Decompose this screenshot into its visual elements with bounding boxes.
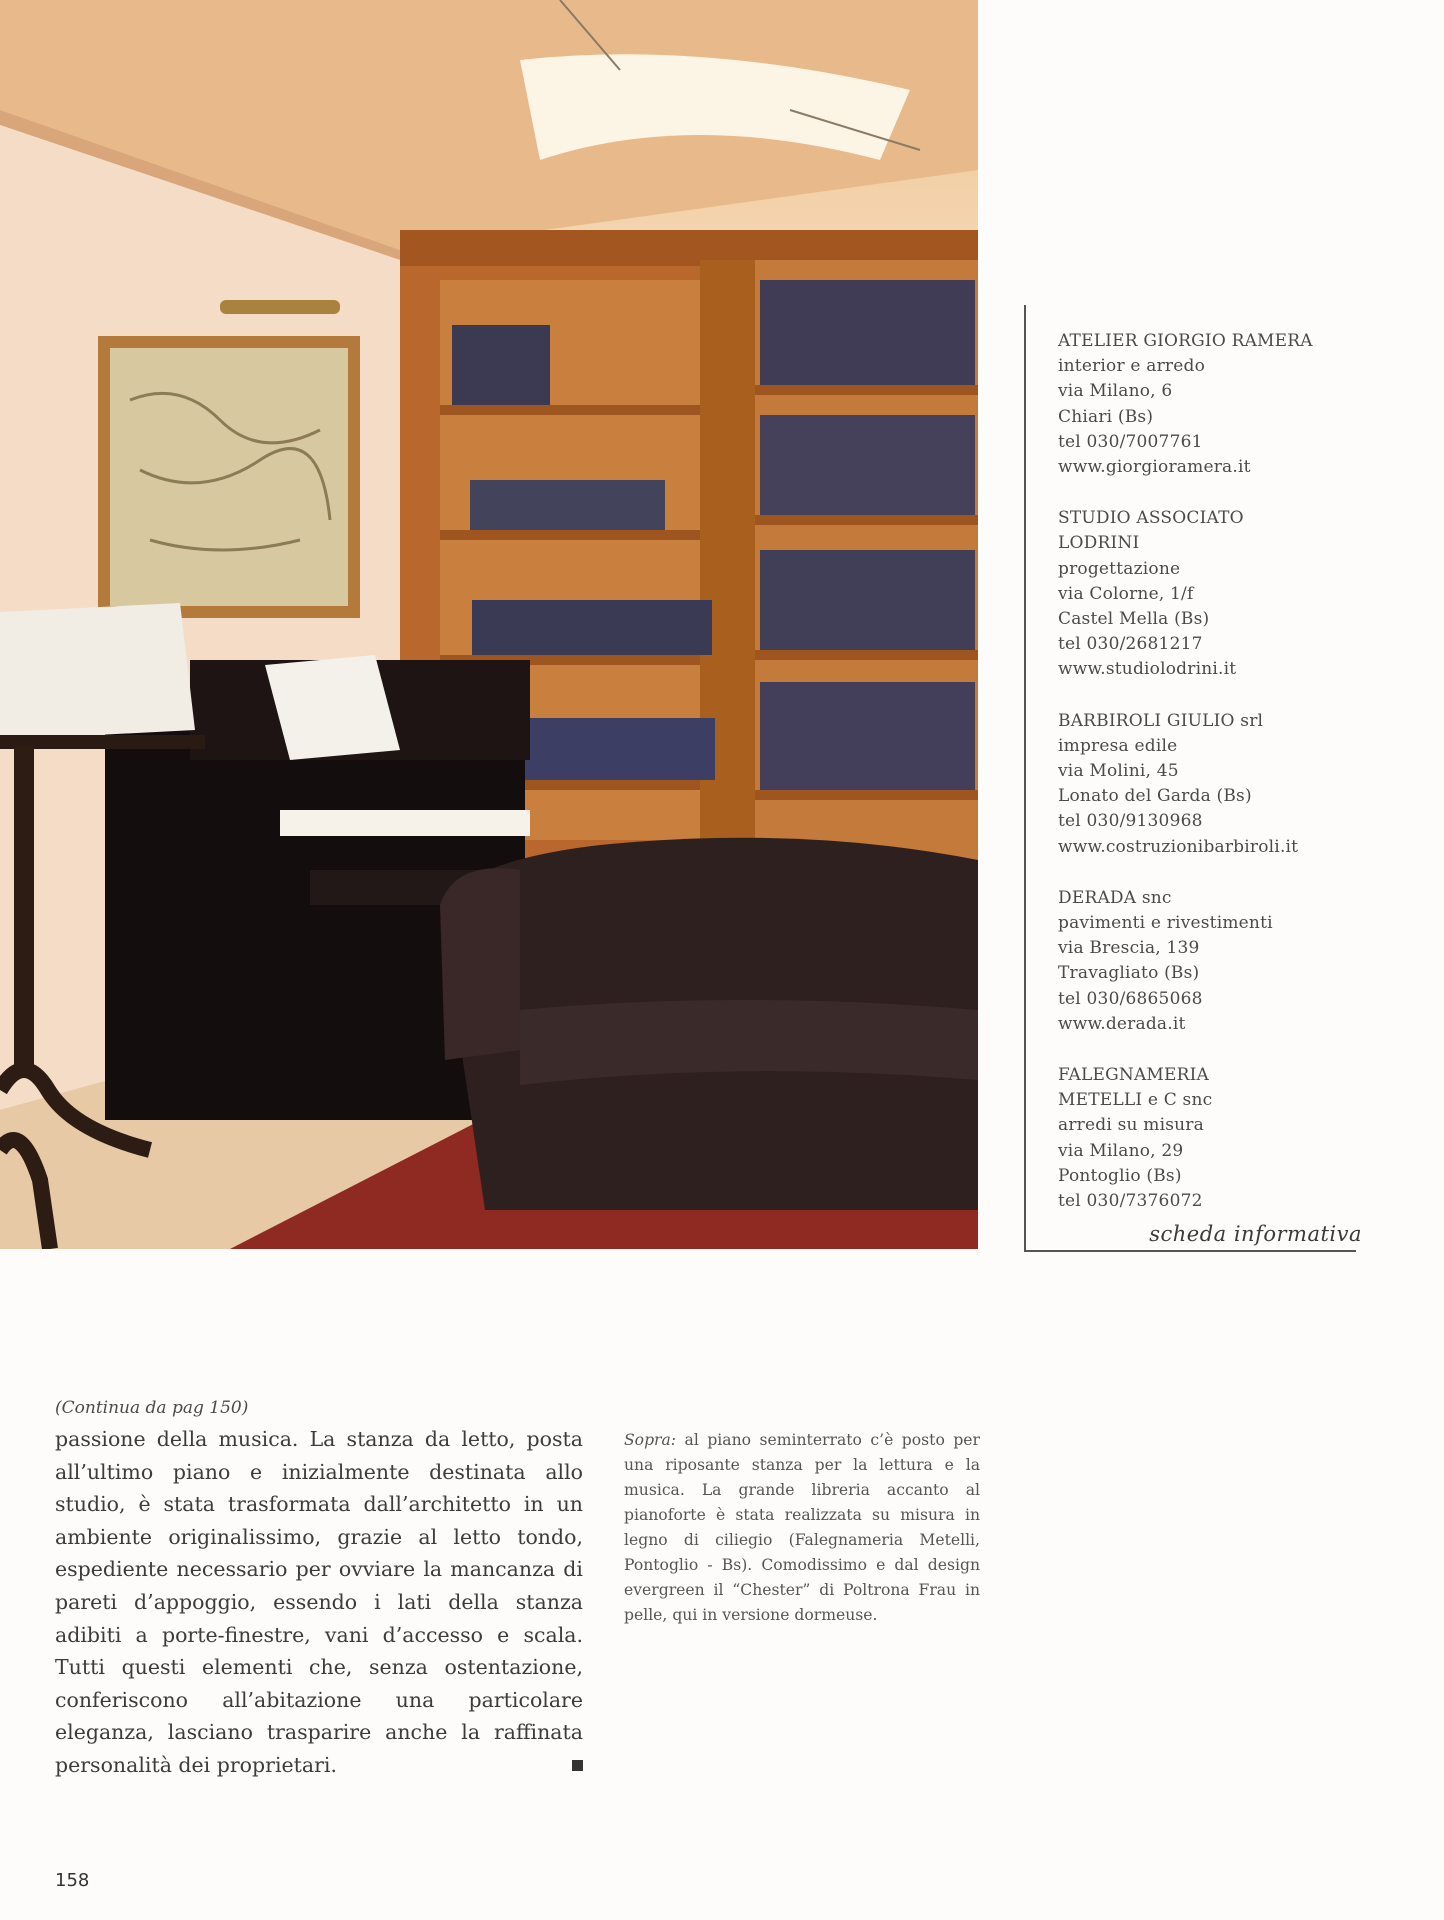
entry-line: METELLI e C snc: [1058, 1090, 1213, 1111]
photo-caption: [624, 1428, 980, 1628]
entry-website: www.giorgioramera.it: [1058, 457, 1251, 478]
entry-line: Travagliato (Bs): [1058, 963, 1200, 984]
entry-line: tel 030/2681217: [1058, 634, 1203, 655]
entry-line: FALEGNAMERIA: [1058, 1065, 1210, 1086]
music-stand-pole: [14, 745, 34, 1075]
entry-line: via Milano, 29: [1058, 1140, 1184, 1161]
info-card-label: scheda informativa: [1149, 1222, 1362, 1246]
books: [760, 550, 975, 650]
article-body-text: passione della musica. La stanza da letto, posta all’ultimo piano e inizialmente destinata allo studio, è stata trasformata dall’architetto in un ambiente originalissimo, grazie al letto tondo, espediente necessario per ovviare la mancanza di pareti d’appoggio, essendo i lati della stanza adibiti a porte-finestre, vani d’accesso e scala. Tutti questi elementi che, senza ostentazione, conferiscono all’abitazione una particolare eleganza, lasciano trasparire anche la raffinata personalità dei proprietari.: [55, 1427, 583, 1777]
entry-line: progettazione: [1058, 558, 1181, 579]
entry-line: DERADA snc: [1058, 887, 1172, 908]
shelf: [440, 530, 700, 540]
caption-text: al piano seminterrato c’è posto per una riposante stanza per la lettura e la musica. La grande libreria accanto al pianoforte è stata realizzata su misura in legno di ciliegio (Falegnameria Metelli, Pontoglio - Bs). Comodissimo e dal design evergreen il “Chester” di Poltrona Frau in pelle, qui in versione dormeuse.: [624, 1431, 980, 1624]
entry-line: pavimenti e rivestimenti: [1058, 913, 1273, 934]
entry-line: via Molini, 45: [1058, 761, 1179, 782]
entry-line: tel 030/7007761: [1058, 431, 1203, 452]
info-entry-lodrini: [1058, 506, 1356, 682]
music-stand-sheet: [0, 603, 195, 740]
books: [760, 415, 975, 515]
entry-website: www.derada.it: [1058, 1013, 1186, 1034]
article-body: [55, 1423, 583, 1782]
continued-from-note: (Continua da pag 150): [55, 1398, 249, 1418]
picture-light: [220, 300, 340, 314]
entry-line: BARBIROLI GIULIO srl: [1058, 710, 1264, 731]
info-card-body: [1058, 329, 1356, 1240]
info-card: [1024, 305, 1362, 1252]
books: [470, 480, 665, 530]
entry-line: LODRINI: [1058, 533, 1140, 554]
shelf: [755, 790, 978, 800]
entry-line: tel 030/6865068: [1058, 988, 1203, 1009]
entry-line: impresa edile: [1058, 735, 1178, 756]
entry-website: www.costruzionibarbiroli.it: [1058, 836, 1299, 857]
info-entry-ramera: [1058, 329, 1356, 480]
page-number: 158: [55, 1870, 90, 1891]
entry-line: Castel Mella (Bs): [1058, 609, 1210, 630]
books: [452, 325, 550, 405]
entry-line: arredi su misura: [1058, 1115, 1204, 1136]
books: [760, 280, 975, 385]
sofa-arm: [440, 868, 520, 1060]
entry-line: STUDIO ASSOCIATO: [1058, 508, 1244, 529]
entry-line: interior e arredo: [1058, 356, 1206, 377]
shelf: [755, 515, 978, 525]
shelf: [440, 405, 700, 415]
entry-line: Chiari (Bs): [1058, 406, 1154, 427]
entry-line: via Milano, 6: [1058, 381, 1173, 402]
shelf: [755, 385, 978, 395]
entry-line: via Brescia, 139: [1058, 938, 1200, 959]
entry-website: www.studiolodrini.it: [1058, 659, 1237, 680]
end-of-article-mark: [572, 1760, 583, 1771]
info-entry-barbiroli: [1058, 709, 1356, 860]
interior-photo: [0, 0, 978, 1249]
shelf: [755, 650, 978, 660]
bookcase-pilaster: [700, 260, 755, 880]
entry-line: ATELIER GIORGIO RAMERA: [1058, 331, 1313, 351]
entry-line: Lonato del Garda (Bs): [1058, 786, 1252, 807]
piano-keys: [280, 810, 530, 836]
entry-line: tel 030/7376072: [1058, 1191, 1203, 1212]
entry-line: Pontoglio (Bs): [1058, 1165, 1182, 1186]
books: [760, 682, 975, 790]
entry-line: via Colorne, 1/f: [1058, 583, 1194, 604]
entry-line: tel 030/9130968: [1058, 811, 1203, 832]
caption-lead: Sopra:: [624, 1431, 677, 1449]
books: [472, 600, 712, 655]
info-entry-derada: [1058, 886, 1356, 1037]
info-entry-metelli: [1058, 1063, 1356, 1214]
photo-illustration: [0, 0, 978, 1249]
